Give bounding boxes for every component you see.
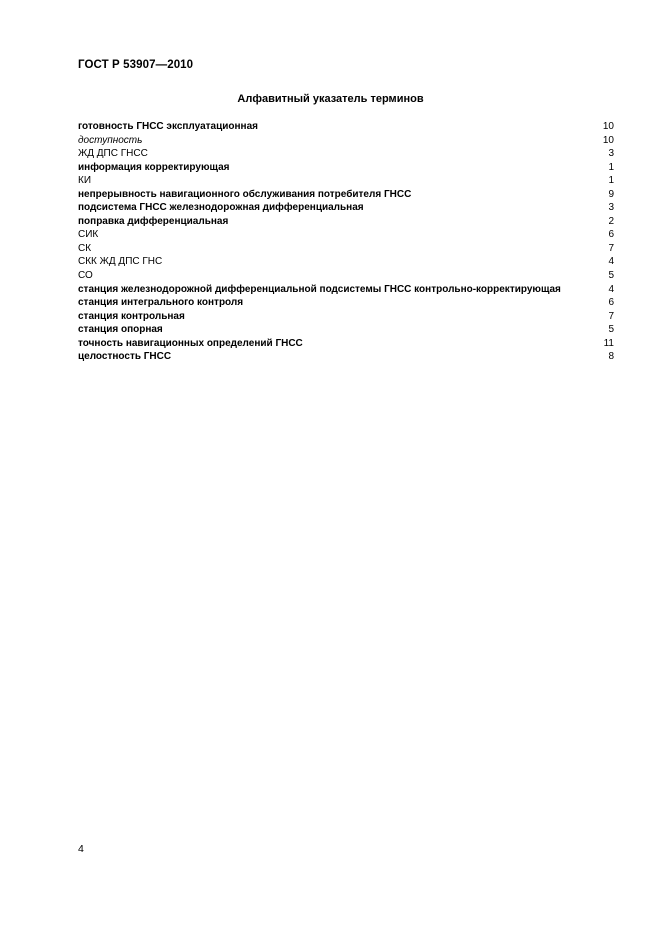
- term-page-number: 4: [608, 283, 614, 295]
- term-page-number: 4: [608, 256, 614, 268]
- term-index-row: [78, 215, 614, 229]
- term-page-number: 7: [608, 310, 614, 322]
- term-text: ЖД ДПС ГНСС: [78, 148, 148, 160]
- term-index-row: [78, 323, 614, 337]
- term-page-number: 7: [608, 242, 614, 254]
- term-text: доступность: [78, 134, 143, 146]
- term-text: информация корректирующая: [78, 161, 230, 173]
- term-page-number: 6: [608, 297, 614, 309]
- term-index-row: [78, 337, 614, 351]
- term-index-row: [78, 201, 614, 215]
- term-page-number: 5: [608, 270, 614, 282]
- term-page-number: 11: [603, 337, 614, 349]
- term-index-row: [78, 161, 614, 175]
- term-text: станция железнодорожной дифференциальной подсистемы ГНСС контрольно-корректирующая: [78, 283, 561, 295]
- term-page-number: 1: [608, 175, 614, 187]
- document-code-header: ГОСТ Р 53907—2010: [78, 59, 194, 71]
- index-section-title: Алфавитный указатель терминов: [237, 93, 424, 105]
- term-text: станция интегрального контроля: [78, 297, 244, 309]
- term-text: целостность ГНСС: [78, 351, 172, 363]
- term-page-number: 3: [608, 202, 614, 214]
- term-text: станция опорная: [78, 324, 163, 336]
- term-index-row: [78, 310, 614, 324]
- term-page-number: 10: [602, 121, 614, 132]
- term-text: КИ: [78, 175, 92, 187]
- term-page-number: 3: [608, 148, 614, 160]
- term-index-row: [78, 269, 614, 283]
- term-index-list: [78, 120, 614, 364]
- term-text: точность навигационных определений ГНСС: [78, 337, 303, 349]
- term-index-row: [78, 147, 614, 161]
- term-index-row: [78, 188, 614, 202]
- term-index-row: [78, 228, 614, 242]
- page-number: 4: [78, 843, 84, 855]
- term-text: СК: [78, 242, 92, 254]
- term-page-number: 2: [608, 215, 614, 227]
- term-index-row: [78, 174, 614, 188]
- term-index-row: [78, 120, 614, 134]
- term-page-number: 9: [608, 188, 614, 200]
- term-index-row: [78, 350, 614, 364]
- term-index-row: [78, 255, 614, 269]
- term-text: станция контрольная: [78, 310, 185, 322]
- term-index-row: [78, 134, 614, 148]
- term-page-number: 8: [608, 351, 614, 363]
- term-page-number: 1: [608, 161, 614, 173]
- term-index-row: [78, 283, 614, 297]
- term-index-row: [78, 242, 614, 256]
- term-page-number: 5: [608, 324, 614, 336]
- term-text: СИК: [78, 229, 99, 241]
- term-text: поправка дифференциальная: [78, 215, 229, 227]
- term-text: СО: [78, 270, 93, 282]
- term-text: непрерывность навигационного обслуживания потребителя ГНСС: [78, 188, 412, 200]
- term-page-number: 10: [602, 134, 614, 146]
- term-text: подсистема ГНСС железнодорожная дифференциальная: [78, 202, 364, 214]
- term-text: СКК ЖД ДПС ГНС: [78, 256, 163, 268]
- term-page-number: 6: [608, 229, 614, 241]
- term-index-row: [78, 296, 614, 310]
- term-text: готовность ГНСС эксплуатационная: [78, 121, 258, 132]
